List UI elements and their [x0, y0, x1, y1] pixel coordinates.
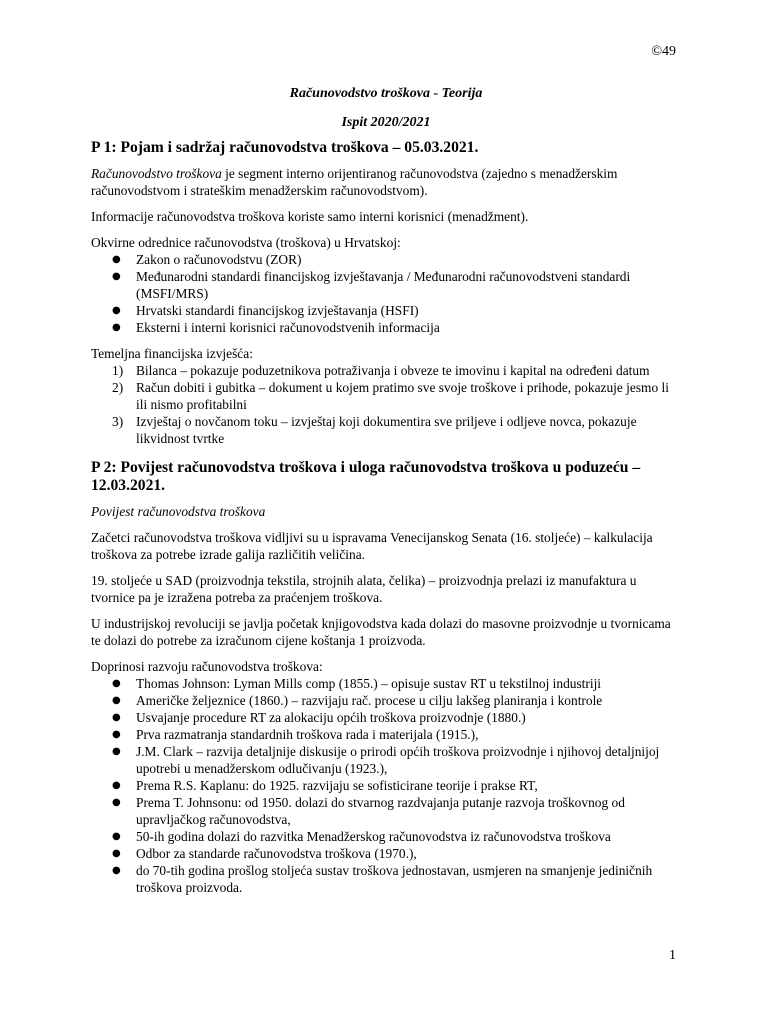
list-item [112, 692, 681, 709]
bullet-icon: ● [112, 254, 121, 265]
list-item [112, 709, 681, 726]
list-item [112, 268, 681, 302]
list-item-text: Hrvatski standardi financijskog izvještavanja (HSFI) [136, 303, 419, 318]
list-item [112, 794, 681, 828]
list-item-text: Prva razmatranja standardnih troškova rada i materijala (1915.), [136, 727, 479, 742]
list-item-text: Usvajanje procedure RT za alokaciju općih troškova proizvodnje (1880.) [136, 710, 526, 725]
bullet-list-2 [91, 675, 681, 896]
item-number: 1) [112, 363, 124, 378]
document-subtitle: Ispit 2020/2021 [341, 115, 431, 130]
list-item-text: Odbor za standarde računovodstva troškova (1970.), [136, 846, 417, 861]
document-title: Računovodstvo troškova - Teorija [289, 86, 483, 101]
list-item [112, 828, 681, 845]
section-2-paragraph-1: Začetci računovodstva troškova vidljivi su u ispravama Venecijanskog Senata (16. stoljeće) – kalkulacija troškova za potrebe izrade galija različitih veličina. [91, 530, 653, 562]
section-1-paragraph-1 [91, 165, 681, 199]
paragraph-text: je segment interno orijentiranog računovodstva (zajedno s menadžerskim računovodstvom i strateškim menadžerskim računovodstvom). [91, 166, 618, 198]
numbered-item [91, 379, 681, 413]
bullet-icon: ● [112, 695, 121, 706]
list-item [112, 302, 681, 319]
section-1-heading: P 1: Pojam i sadržaj računovodstva troškova – 05.03.2021. [91, 139, 479, 156]
list-item-text: Prema T. Johnsonu: od 1950. dolazi do stvarnog razdvajanja putanje razvoja troškovnog od upravljačkog računovodstva, [136, 795, 625, 827]
bullet-icon: ● [112, 712, 121, 723]
item-text: Račun dobiti i gubitka – dokument u kojem pratimo sve svoje troškove i prihode, pokazuje jesmo li ili nismo profitabilni [136, 380, 669, 412]
bullet-icon: ● [112, 322, 121, 333]
bullet-icon: ● [112, 271, 121, 282]
list-2-intro: Temeljna financijska izvješća: [91, 346, 253, 361]
list-item-text: J.M. Clark – razvija detaljnije diskusije o prirodi općih troškova proizvodnje i njihovoj detaljnijoj upotrebi u menadžerskom odlučivanju (1923.), [136, 744, 660, 776]
term-emphasis: Računovodstvo troškova [91, 166, 222, 181]
list-item-text: 50-ih godina dolazi do razvitka Menadžerskog računovodstva iz računovodstva troškova [136, 829, 611, 844]
item-text: Bilanca – pokazuje poduzetnikova potraživanja i obveze te imovinu i kapital na određeni datum [136, 363, 650, 378]
list-item [112, 862, 681, 896]
corner-mark: ©49 [651, 44, 676, 59]
item-text: Izvještaj o novčanom toku – izvještaj koji dokumentira sve priljeve i odljeve novca, pokazuje likvidnost tvrtke [136, 414, 637, 446]
bullet-icon: ● [112, 831, 121, 842]
list-item-text: Američke željeznice (1860.) – razvijaju rač. procese u cilju lakšeg planiranja i kontrole [136, 693, 603, 708]
item-number: 3) [112, 414, 124, 429]
bullet-icon: ● [112, 848, 121, 859]
bullet-icon: ● [112, 746, 121, 757]
numbered-list [91, 362, 681, 447]
list-item-text: Thomas Johnson: Lyman Mills comp (1855.) – opisuje sustav RT u tekstilnoj industriji [136, 676, 602, 691]
list-item-text: Zakon o računovodstvu (ZOR) [136, 252, 302, 267]
item-number: 2) [112, 380, 124, 395]
bullet-icon: ● [112, 797, 121, 808]
list-3-intro: Doprinosi razvoju računovodstva troškova: [91, 659, 323, 674]
list-item [112, 319, 681, 336]
list-item [112, 675, 681, 692]
list-item [112, 845, 681, 862]
numbered-item [91, 413, 681, 447]
list-item-text: Eksterni i interni korisnici računovodstvenih informacija [136, 320, 440, 335]
section-2-paragraph-2: 19. stoljeće u SAD (proizvodnja tekstila, strojnih alata, čelika) – proizvodnja prelazi iz manufaktura u tvornice pa je izražena potreba za praćenjem troškova. [91, 573, 637, 605]
section-2-heading: P 2: Povijest računovodstva troškova i uloga računovodstva troškova u poduzeću – 12.03.2021. [91, 459, 641, 494]
list-item [112, 743, 681, 777]
section-2-paragraph-3: U industrijskoj revoluciji se javlja početak knjigovodstva kada dolazi do masovne proizvodnje u tvornicama te dolazi do potrebe za izračunom cijene koštanja 1 proizvoda. [91, 616, 671, 648]
bullet-icon: ● [112, 305, 121, 316]
section-1-paragraph-2: Informacije računovodstva troškova koriste samo interni korisnici (menadžment). [91, 209, 529, 224]
bullet-icon: ● [112, 780, 121, 791]
bullet-list-1 [91, 251, 681, 336]
list-item [112, 777, 681, 794]
list-item [112, 251, 681, 268]
page-content [91, 85, 681, 905]
bullet-icon: ● [112, 729, 121, 740]
section-2-subheading: Povijest računovodstva troškova [91, 504, 266, 519]
list-item-text: Međunarodni standardi financijskog izvještavanja / Međunarodni računovodstveni standardi (MSFI/MRS) [136, 269, 631, 301]
numbered-item [91, 362, 681, 379]
list-item-text: do 70-tih godina prošlog stoljeća sustav troškova jednostavan, usmjeren na smanjenje jediničnih troškova proizvoda. [136, 863, 653, 895]
list-item [112, 726, 681, 743]
page-number: 1 [669, 948, 676, 963]
list-1-intro: Okvirne odrednice računovodstva (troškova) u Hrvatskoj: [91, 235, 401, 250]
bullet-icon: ● [112, 678, 121, 689]
list-item-text: Prema R.S. Kaplanu: do 1925. razvijaju se sofisticirane teorije i prakse RT, [136, 778, 538, 793]
bullet-icon: ● [112, 865, 121, 876]
